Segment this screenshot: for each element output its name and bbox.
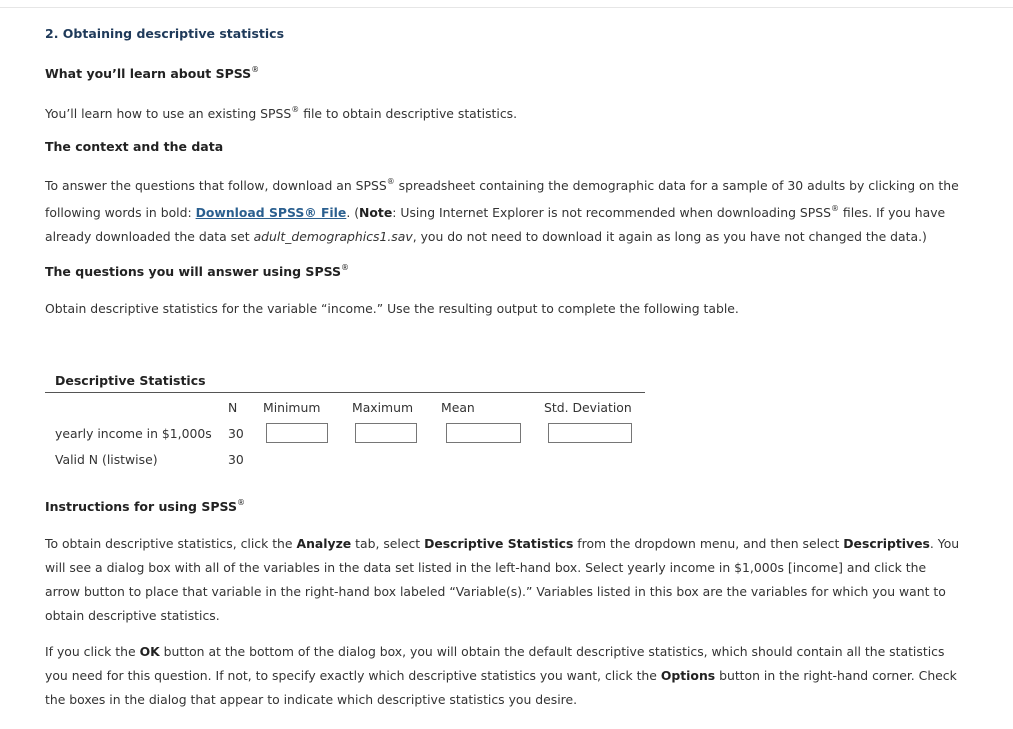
section-title: 2. Obtaining descriptive statistics [45, 26, 285, 41]
learn-heading: What you’ll learn about SPSS® [45, 65, 260, 82]
header-std-deviation: Std. Deviation [544, 400, 632, 415]
maximum-input[interactable] [355, 423, 417, 443]
std-deviation-input[interactable] [548, 423, 632, 443]
context-heading: The context and the data [45, 139, 224, 154]
row-label-valid-n: Valid N (listwise) [55, 452, 158, 467]
download-spss-file-link[interactable]: Download SPSS® File [195, 205, 347, 221]
minimum-input[interactable] [266, 423, 328, 443]
questions-heading: The questions you will answer using SPSS® [45, 263, 350, 280]
top-divider [0, 7, 1013, 8]
context-paragraph: To answer the questions that follow, download an SPSS® spreadsheet containing the demographic data for a sample of 30 adults by clicking on the following words in bold: Download SPSS® File. (Note: Using Internet Explorer is not recommended when downloading SPSS® files. If you have already downloaded the data set adult_demographics1.sav, you do not need to download it again as long as you have not changed the data.) [45, 177, 959, 245]
row-label-income: yearly income in $1,000s [55, 426, 212, 441]
header-mean: Mean [441, 400, 475, 415]
table-header-rule [45, 392, 645, 393]
row-n-valid-n: 30 [228, 452, 244, 467]
row-n-income: 30 [228, 426, 244, 441]
learn-text: You’ll learn how to use an existing SPSS® file to obtain descriptive statistics. [45, 105, 518, 122]
header-n: N [228, 400, 238, 415]
instructions-paragraph-1: To obtain descriptive statistics, click the Analyze tab, select Descriptive Statistics from the dropdown menu, and then select Descriptives. You will see a dialog box with all of the variables in the data set listed in the left-hand box. Select yearly income in $1,000s [income] and click the arrow button to place that variable in the right-hand box labeled “Variable(s).” Variables listed in this box are the variables for which you want to obtain descriptive statistics. [45, 536, 960, 623]
mean-input[interactable] [446, 423, 521, 443]
instructions-paragraph-2: If you click the OK button at the bottom of the dialog box, you will obtain the default descriptive statistics, which should contain all the statistics you need for this question. If not, to specify exactly which descriptive statistics you want, click the Options button in the right-hand corner. Check the boxes in the dialog that appear to indicate which descriptive statistics you desire. [45, 644, 957, 707]
header-minimum: Minimum [263, 400, 321, 415]
header-maximum: Maximum [352, 400, 414, 415]
questions-text: Obtain descriptive statistics for the variable “income.” Use the resulting output to complete the following table. [45, 301, 739, 316]
table-title: Descriptive Statistics [55, 373, 206, 388]
instructions-heading: Instructions for using SPSS® [45, 498, 245, 515]
data-filename: adult_demographics1.sav [253, 229, 413, 245]
